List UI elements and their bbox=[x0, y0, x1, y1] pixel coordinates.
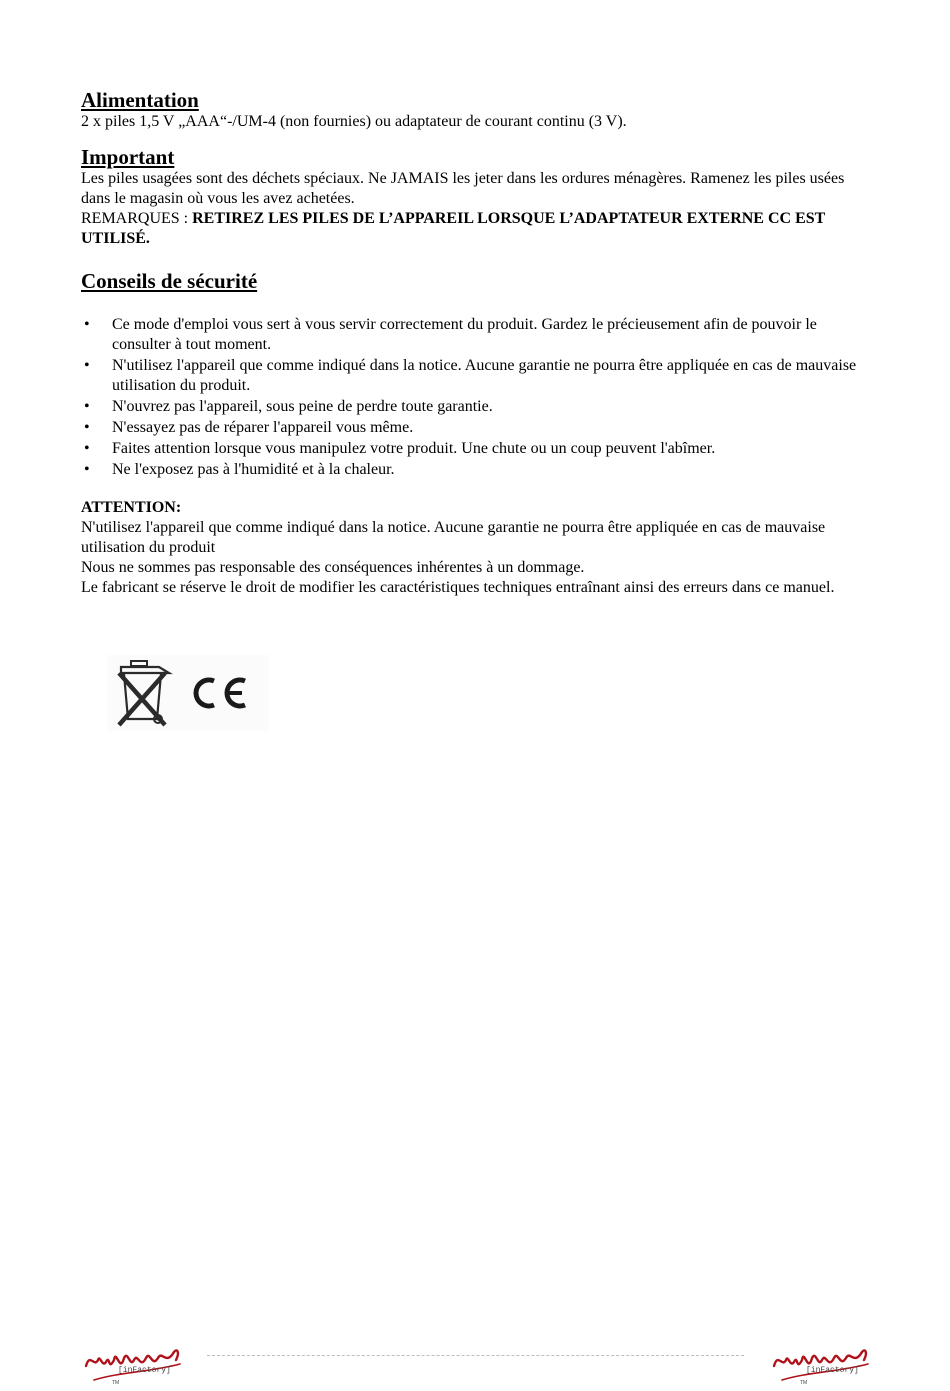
section-title-important: Important bbox=[81, 145, 175, 169]
list-item: • N'utilisez l'appareil que comme indiqué dans la notice. Aucune garantie ne pourra être appliquée en cas de mauvaise utilisation du produit. bbox=[84, 357, 857, 394]
attention-text-1: N'utilisez l'appareil que comme indiqué dans la notice. Aucune garantie ne pourra être appliquée en cas de mauvaise utilisation du produit bbox=[81, 519, 826, 556]
infactory-logo-right bbox=[768, 1338, 873, 1386]
svg-text:[inFactory]: [inFactory] bbox=[806, 1366, 859, 1375]
bullet-icon: • bbox=[84, 419, 90, 436]
attention-title: ATTENTION: bbox=[81, 499, 182, 516]
document-page bbox=[81, 88, 870, 598]
alimentation-text: 2 x piles 1,5 V „AAA“-/UM-4 (non fournies) ou adaptateur de courant continu (3 V). bbox=[81, 113, 627, 130]
remark-label: REMARQUES : bbox=[81, 210, 193, 227]
footer-divider bbox=[207, 1355, 744, 1356]
important-remark bbox=[81, 209, 870, 249]
attention-text-3: Le fabricant se réserve le droit de modifier les caractéristiques techniques entraînant ainsi des erreurs dans ce manuel. bbox=[81, 579, 835, 596]
bullet-icon: • bbox=[84, 440, 90, 457]
bullet-icon: • bbox=[84, 398, 90, 415]
svg-text:TM: TM bbox=[800, 1380, 808, 1386]
svg-text:[inFactory]: [inFactory] bbox=[118, 1366, 171, 1375]
list-item: • Ne l'exposez pas à l'humidité et à la chaleur. bbox=[84, 461, 395, 478]
list-item: • N'essayez pas de réparer l'appareil vous même. bbox=[84, 419, 414, 436]
infactory-logo-left bbox=[80, 1338, 185, 1386]
section-title-safety: Conseils de sécurité bbox=[81, 269, 258, 293]
bullet-icon: • bbox=[84, 357, 90, 374]
list-item: • Ce mode d'emploi vous sert à vous servir correctement du produit. Gardez le précieusement afin de pouvoir le consulter à tout moment. bbox=[84, 316, 817, 353]
section-title-alimentation: Alimentation bbox=[81, 88, 199, 112]
compliance-symbols bbox=[107, 655, 269, 731]
important-text: Les piles usagées sont des déchets spéciaux. Ne JAMAIS les jeter dans les ordures ménagères. Ramenez les piles usées dans le magasin où vous les avez achetées. bbox=[81, 170, 845, 207]
bullet-icon: • bbox=[84, 461, 90, 478]
list-item: • N'ouvrez pas l'appareil, sous peine de perdre toute garantie. bbox=[84, 398, 493, 415]
attention-text-2: Nous ne sommes pas responsable des conséquences inhérentes à un dommage. bbox=[81, 559, 585, 576]
ce-mark-icon bbox=[196, 680, 245, 706]
svg-text:TM: TM bbox=[112, 1380, 120, 1386]
safety-list bbox=[81, 315, 870, 480]
bullet-icon: • bbox=[84, 316, 90, 333]
crossed-out-wheelie-bin-icon bbox=[107, 655, 269, 731]
remark-warning: RETIREZ LES PILES DE L’APPAREIL LORSQUE L’ADAPTATEUR EXTERNE CC EST UTILISÉ. bbox=[81, 210, 826, 247]
list-item: • Faites attention lorsque vous manipulez votre produit. Une chute ou un coup peuvent l'abîmer. bbox=[84, 440, 716, 457]
